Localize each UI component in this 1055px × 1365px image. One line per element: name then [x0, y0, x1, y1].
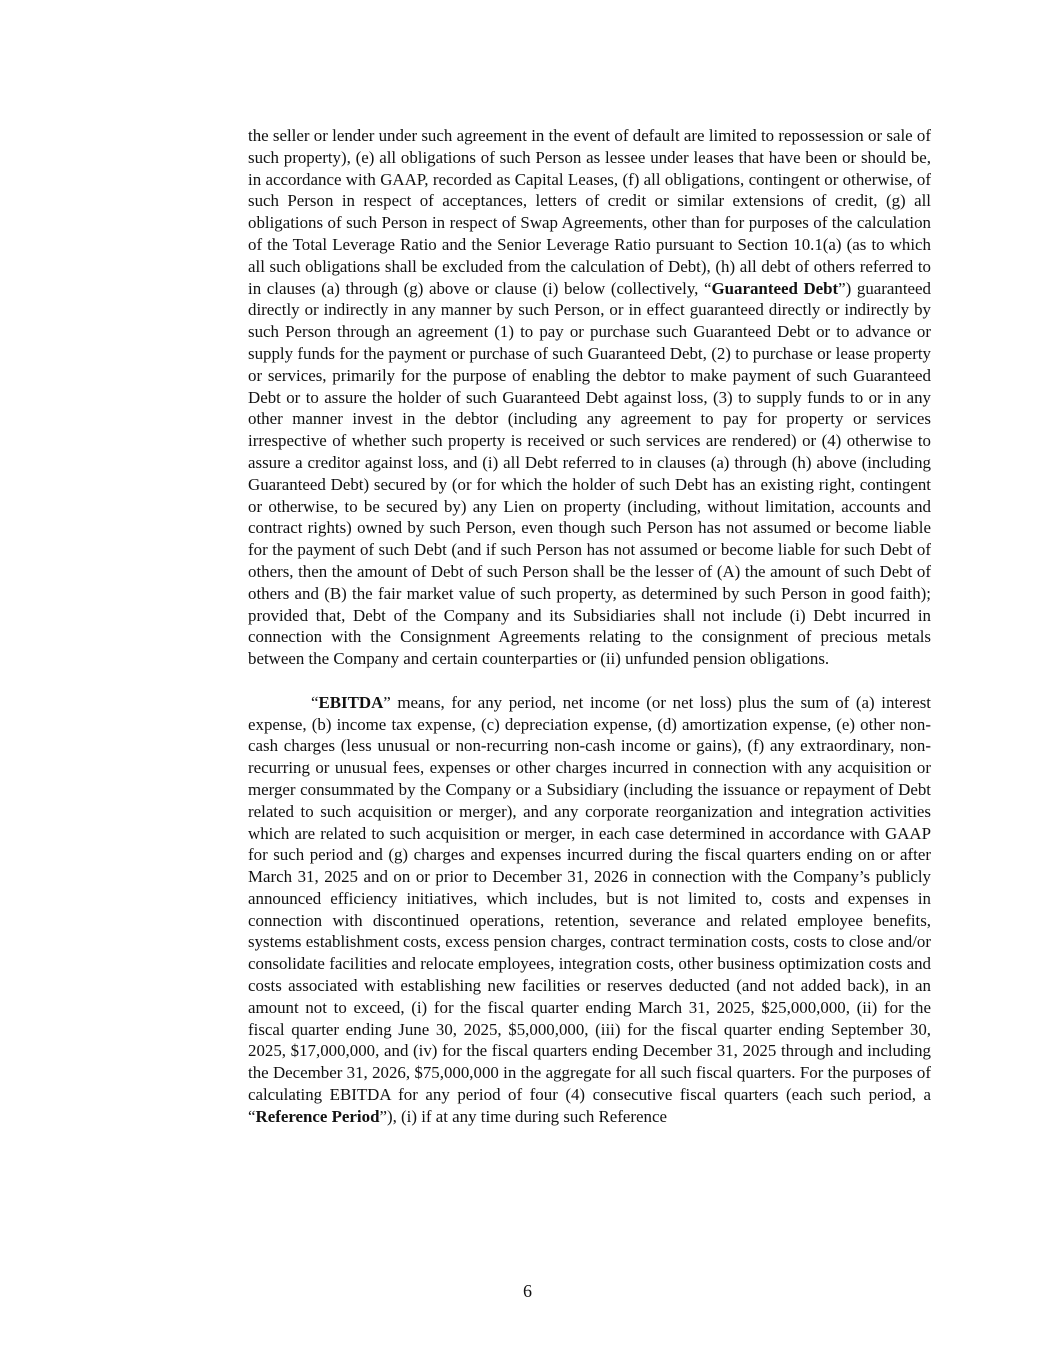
ebitda-definition-paragraph — [248, 692, 931, 1128]
paragraph-text: “ — [311, 692, 319, 712]
document-body — [248, 125, 931, 1128]
paragraph-text: ”), (i) if at any time during such Reference — [379, 1106, 667, 1126]
debt-definition-paragraph — [248, 125, 931, 670]
defined-term-ebitda: EBITDA — [318, 692, 384, 712]
paragraph-text: ” means, for any period, net income (or net loss) plus the sum of (a) interest expense, (b) income tax expense, (c) depreciation expense, (d) amortization expense, (e) other non-cash charges (less unusual or non-recurring non-cash income or gains), (f) any extraordinary, non-recurring or unusual fees, expenses or other charges incurred in connection with any acquisition or merger consummated by the Company or a Subsidiary (including the issuance or repayment of Debt related to such acquisition or merger), and any corporate reorganization and integration activities which are related to such acquisition or merger, in each case determined in accordance with GAAP for such period and (g) charges and expenses incurred during the fiscal quarters ending on or after March 31, 2025 and on or prior to December 31, 2026 in connection with the Company’s publicly announced efficiency initiatives, which includes, but is not limited to, costs and expenses in connection with discontinued operations, retention, severance and related employee benefits, systems establishment costs, excess pension charges, contract termination costs, costs to close and/or consolidate facilities and relocate employees, integration costs, other business optimization costs and costs associated with establishing new facilities or reserves deducted (and not added back), in an amount not to exceed, (i) for the fiscal quarter ending March 31, 2025, $25,000,000, (ii) for the fiscal quarter ending June 30, 2025, $5,000,000, (iii) for the fiscal quarter ending September 30, 2025, $17,000,000, and (iv) for the fiscal quarters ending December 31, 2025 through and including the December 31, 2026, $75,000,000 in the aggregate for all such fiscal quarters. For the purposes of calculating EBITDA for any period of four (4) consecutive fiscal quarters (each such period, a “ — [248, 692, 931, 1126]
page-number: 6 — [523, 1281, 532, 1301]
defined-term-reference-period: Reference Period — [255, 1106, 380, 1126]
paragraph-text: the seller or lender under such agreement in the event of default are limited to repossession or sale of such property), (e) all obligations of such Person as lessee under leases that have been or should be, in accordance with GAAP, recorded as Capital Leases, (f) all obligations, contingent or otherwise, of such Person in respect of acceptances, letters of credit or similar extensions of credit, (g) all obligations of such Person in respect of Swap Agreements, other than for purposes of the calculation of the Total Leverage Ratio and the Senior Leverage Ratio pursuant to Section 10.1(a) (as to which all such obligations shall be excluded from the calculation of Debt), (h) all debt of others referred to in clauses (a) through (g) above or clause (i) below (collectively, “ — [248, 126, 931, 298]
defined-term-guaranteed-debt: Guaranteed Debt — [711, 278, 839, 298]
paragraph-text: ”) guaranteed directly or indirectly in any manner by such Person, or in effect guaranteed directly or indirectly by such Person through an agreement (1) to pay or purchase such Guaranteed Debt or to advance or supply funds for the payment or purchase of such Guaranteed Debt, (2) to purchase or lease property or services, primarily for the purpose of enabling the debtor to make payment of such Guaranteed Debt or to assure the holder of such Guaranteed Debt against loss, (3) to supply funds to or in any other manner invest in the debtor (including any agreement to pay for property or services irrespective of whether such property is received or such services are rendered) or (4) otherwise to assure a creditor against loss, and (i) all Debt referred to in clauses (a) through (h) above (including Guaranteed Debt) secured by (or for which the holder of such Debt has an existing right, contingent or otherwise, to be secured by) any Lien on property (including, without limitation, accounts and contract rights) owned by such Person, even though such Person has not assumed or become liable for the payment of such Debt (and if such Person has not assumed or become liable for such Debt of others, then the amount of Debt of such Person shall be the lesser of (A) the amount of such Debt of others and (B) the fair market value of such property, as determined by such Person in good faith); provided that, Debt of the Company and its Subsidiaries shall not include (i) Debt incurred in connection with the Consignment Agreements relating to the consignment of precious metals between the Company and certain counterparties or (ii) unfunded pension obligations. — [248, 278, 931, 669]
